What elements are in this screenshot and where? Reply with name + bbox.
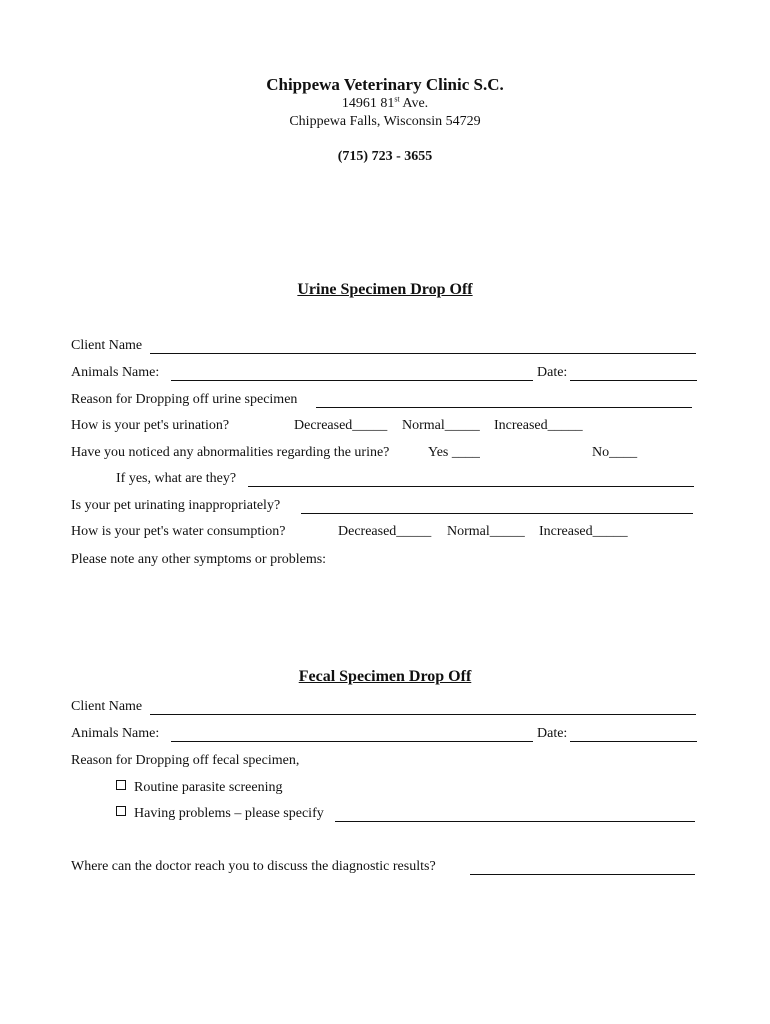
urination-question: How is your pet's urination? — [71, 418, 230, 433]
contact-question: Where can the doctor reach you to discuss the diagnostic results? — [71, 859, 436, 874]
address-line-1 — [0, 96, 770, 112]
fecal-date-label: Date: — [537, 726, 568, 741]
urine-reason-label: Reason for Dropping off urine specimen — [71, 392, 298, 407]
fecal-reason-label: Reason for Dropping off fecal specimen, — [71, 753, 300, 768]
if-yes-label: If yes, what are they? — [116, 471, 237, 486]
phone-number: (715) 723 - 3655 — [337, 149, 433, 164]
inappropriate-urination-field[interactable] — [301, 498, 693, 514]
urine-reason-field[interactable] — [316, 392, 692, 408]
routine-screening-option[interactable] — [116, 779, 283, 797]
fecal-client-name-label: Client Name — [71, 699, 143, 714]
inappropriate-urination-question: Is your pet urinating inappropriately? — [71, 498, 281, 513]
water-decreased-option[interactable]: Decreased_____ — [338, 524, 432, 539]
urine-date-label: Date: — [537, 365, 568, 380]
fecal-animals-name-label: Animals Name: — [71, 726, 160, 741]
urine-client-name-field[interactable] — [150, 338, 696, 354]
checkbox-icon[interactable] — [116, 780, 126, 790]
having-problems-label: Having problems – please specify — [134, 806, 324, 821]
water-increased-option[interactable]: Increased_____ — [539, 524, 628, 539]
having-problems-option[interactable] — [116, 805, 324, 823]
abnormalities-yes-option[interactable]: Yes ____ — [428, 445, 480, 460]
address-line-2: Chippewa Falls, Wisconsin 54729 — [289, 114, 481, 129]
clinic-name: Chippewa Veterinary Clinic S.C. — [266, 75, 504, 94]
other-symptoms-label: Please note any other symptoms or problems: — [71, 552, 327, 567]
address-suffix: st — [394, 94, 400, 104]
abnormalities-no-option[interactable]: No____ — [592, 445, 638, 460]
address-number: 14961 81 — [341, 96, 395, 111]
water-consumption-question: How is your pet's water consumption? — [71, 524, 286, 539]
routine-screening-label: Routine parasite screening — [134, 780, 283, 795]
abnormalities-question: Have you noticed any abnormalities regarding the urine? — [71, 445, 390, 460]
water-normal-option[interactable]: Normal_____ — [447, 524, 525, 539]
urination-increased-option[interactable]: Increased_____ — [494, 418, 583, 433]
urine-section-title: Urine Specimen Drop Off — [297, 281, 473, 298]
fecal-client-name-field[interactable] — [150, 699, 696, 715]
fecal-section-title: Fecal Specimen Drop Off — [298, 668, 472, 685]
if-yes-field[interactable] — [248, 471, 694, 487]
checkbox-icon[interactable] — [116, 806, 126, 816]
urine-animals-name-label: Animals Name: — [71, 365, 160, 380]
contact-field[interactable] — [470, 859, 695, 875]
fecal-animals-name-field[interactable] — [171, 726, 533, 742]
urine-animals-name-field[interactable] — [171, 365, 533, 381]
fecal-date-field[interactable] — [570, 726, 697, 742]
urination-decreased-option[interactable]: Decreased_____ — [294, 418, 388, 433]
urine-client-name-label: Client Name — [71, 338, 143, 353]
urination-normal-option[interactable]: Normal_____ — [402, 418, 480, 433]
address-street: Ave. — [399, 96, 429, 111]
having-problems-field[interactable] — [335, 806, 695, 822]
urine-date-field[interactable] — [570, 365, 697, 381]
